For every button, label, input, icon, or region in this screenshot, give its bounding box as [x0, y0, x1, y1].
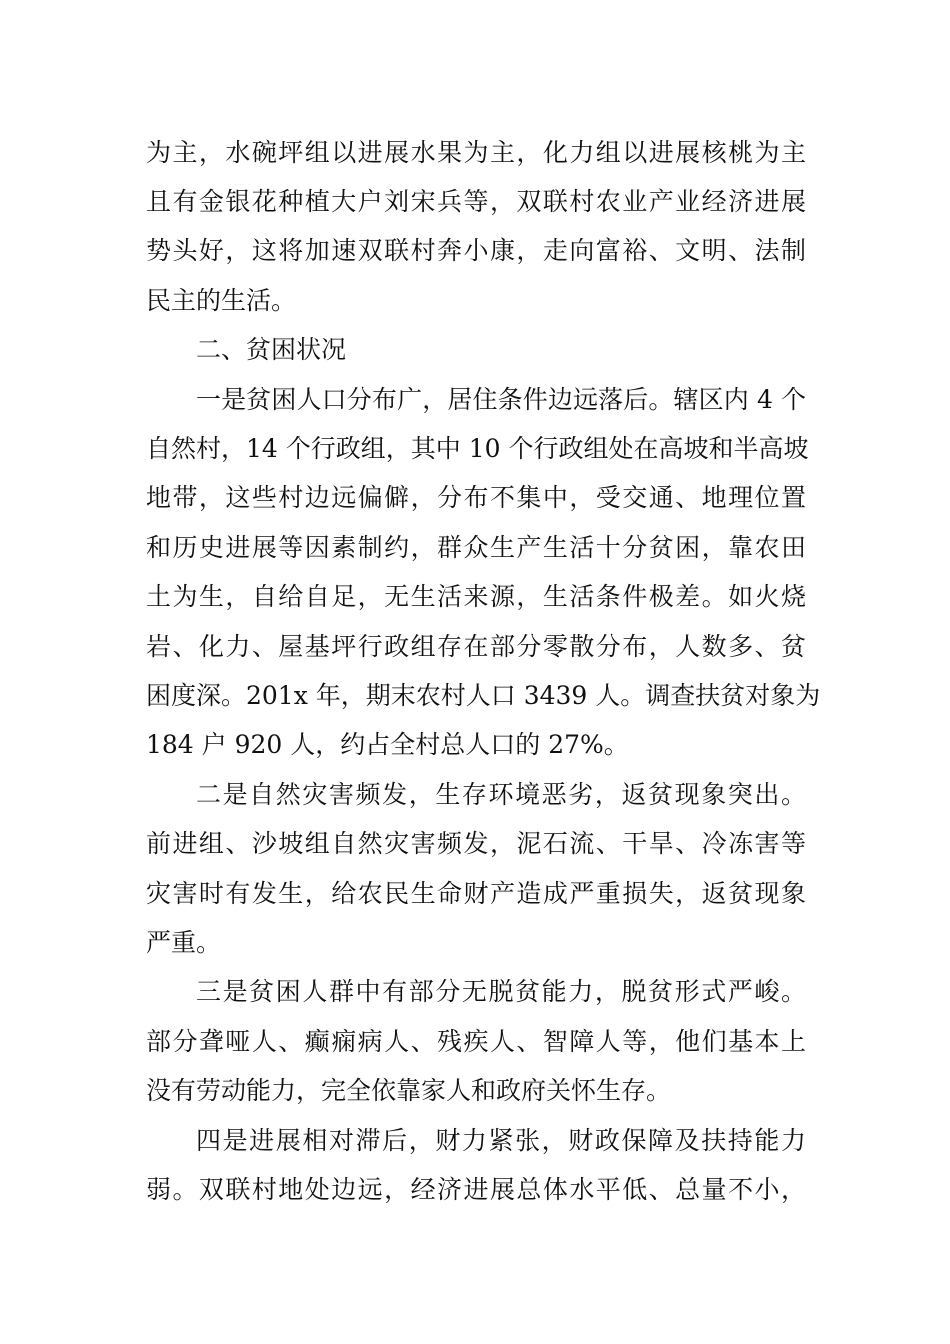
- text-line: 地带，这些村边远偏僻，分布不集中，受交通、地理位置: [146, 483, 806, 512]
- text-line: 岩、化力、屋基坪行政组存在部分零散分布，人数多、贫: [146, 632, 806, 661]
- text-line: 自然村，14 个行政组，其中 10 个行政组处在高坡和半高坡: [146, 434, 809, 463]
- text-line: 困度深。201x 年，期末农村人口 3439 人。调查扶贫对象为: [146, 681, 821, 710]
- text-line: 弱。双联村地处边远，经济进展总体水平低、总量不小，: [146, 1175, 806, 1204]
- text-line: 四是进展相对滞后，财力紧张，财政保障及扶持能力: [196, 1126, 806, 1155]
- text-line: 一是贫困人口分布广，居住条件边远落后。辖区内 4 个: [196, 385, 806, 414]
- text-line: 三是贫困人群中有部分无脱贫能力，脱贫形式严峻。: [196, 977, 806, 1006]
- text-line: 没有劳动能力，完全依靠家人和政府关怀生存。: [146, 1076, 672, 1105]
- text-line: 势头好，这将加速双联村奔小康，走向富裕、文明、法制: [146, 236, 806, 265]
- text-line: 严重。: [146, 928, 222, 957]
- text-line: 土为生，自给自足，无生活来源，生活条件极差。如火烧: [146, 582, 806, 611]
- text-line: 民主的生活。: [146, 286, 297, 315]
- text-line: 且有金银花种植大户刘宋兵等，双联村农业产业经济进展: [146, 187, 806, 216]
- text-line: 为主，水碗坪组以进展水果为主，化力组以进展核桃为主: [146, 138, 806, 167]
- text-line: 184 户 920 人，约占全村总人口的 27%。: [146, 730, 629, 759]
- text-line: 和历史进展等因素制约，群众生产生活十分贫困，靠农田: [146, 533, 806, 562]
- text-line: 二是自然灾害频发，生存环境恶劣，返贫现象突出。: [196, 780, 806, 809]
- text-line: 部分聋哑人、癫痫病人、残疾人、智障人等，他们基本上: [146, 1027, 806, 1056]
- text-line: 前进组、沙坡组自然灾害频发，泥石流、干旱、冷冻害等: [146, 829, 806, 858]
- section-heading: 二、贫困状况: [196, 335, 347, 364]
- text-line: 灾害时有发生，给农民生命财产造成严重损失，返贫现象: [146, 879, 806, 908]
